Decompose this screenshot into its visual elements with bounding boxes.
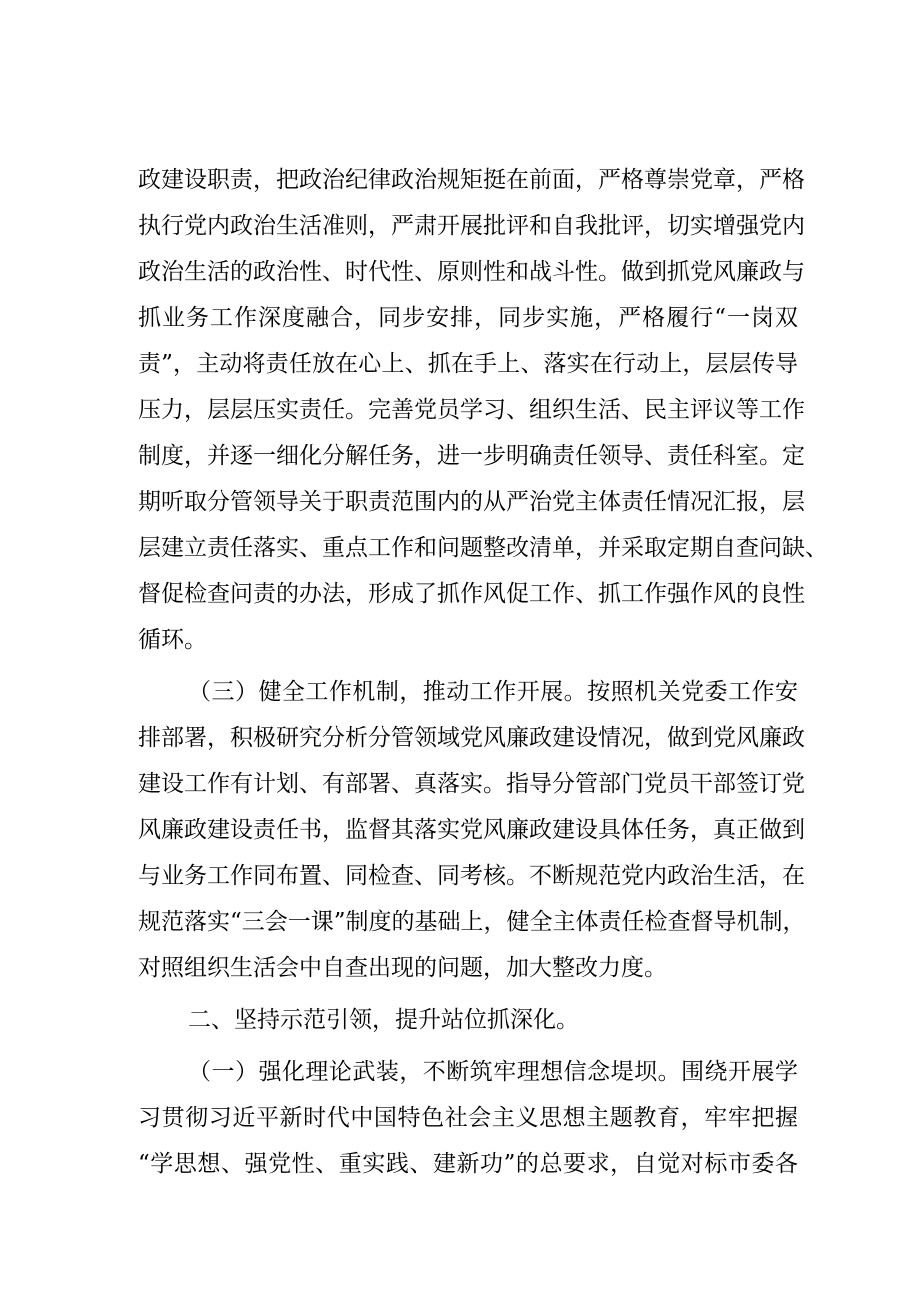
paragraph-line: 期听取分管领导关于职责范围内的从严治党主体责任情况汇报，层 [138, 489, 805, 515]
paragraph-line: 习贯彻习近平新时代中国特色社会主义思想主题教育，牢牢把握 [138, 1105, 798, 1131]
paragraph-line: 规范落实“三会一课”制度的基础上，健全主体责任检查督导机制， [138, 909, 806, 935]
paragraph-line: 与业务工作同布置、同检查、同考核。不断规范党内政治生活，在 [138, 863, 805, 889]
paragraph-line: 政建设职责，把政治纪律政治规矩挺在前面，严格尊崇党章，严格 [138, 167, 805, 193]
paragraph-line: 压力，层层压实责任。完善党员学习、组织生活、民主评议等工作 [138, 397, 805, 423]
paragraph-line: 层建立责任落实、重点工作和问题整改清单，并采取定期自查问缺、 [138, 535, 828, 561]
paragraph-line: 执行党内政治生活准则，严肃开展批评和自我批评，切实增强党内 [138, 213, 805, 239]
paragraph-line: 督促检查问责的办法，形成了抓作风促工作、抓工作强作风的良性 [138, 581, 805, 607]
paragraph-line: （三）健全工作机制，推动工作开展。按照机关党委工作安 [188, 679, 798, 705]
paragraph-line: 抓业务工作深度融合，同步安排，同步实施，严格履行“一岗双 [138, 305, 798, 331]
paragraph-line: 循环。 [138, 627, 207, 653]
paragraph-line: （一）强化理论武装，不断筑牢理想信念堤坝。围绕开展学 [188, 1059, 798, 1085]
paragraph-line: “学思想、强党性、重实践、建新功”的总要求，自觉对标市委各 [138, 1151, 798, 1177]
paragraph-line: 责”，主动将责任放在心上、抓在手上、落实在行动上，层层传导 [138, 351, 798, 377]
paragraph-line: 政治生活的政治性、时代性、原则性和战斗性。做到抓党风廉政与 [138, 259, 805, 285]
paragraph-line: 建设工作有计划、有部署、真落实。指导分管部门党员干部签订党 [138, 771, 805, 797]
paragraph-line: 制度，并逐一细化分解任务，进一步明确责任领导、责任科室。定 [138, 443, 805, 469]
paragraph-line: 排部署，积极研究分析分管领域党风廉政建设情况，做到党风廉政 [138, 725, 805, 751]
paragraph-line: 风廉政建设责任书，监督其落实党风廉政建设具体任务，真正做到 [138, 817, 805, 843]
section-heading: 二、坚持示范引领，提升站位抓深化。 [188, 1007, 579, 1033]
paragraph-line: 对照组织生活会中自查出现的问题，加大整改力度。 [138, 955, 667, 981]
